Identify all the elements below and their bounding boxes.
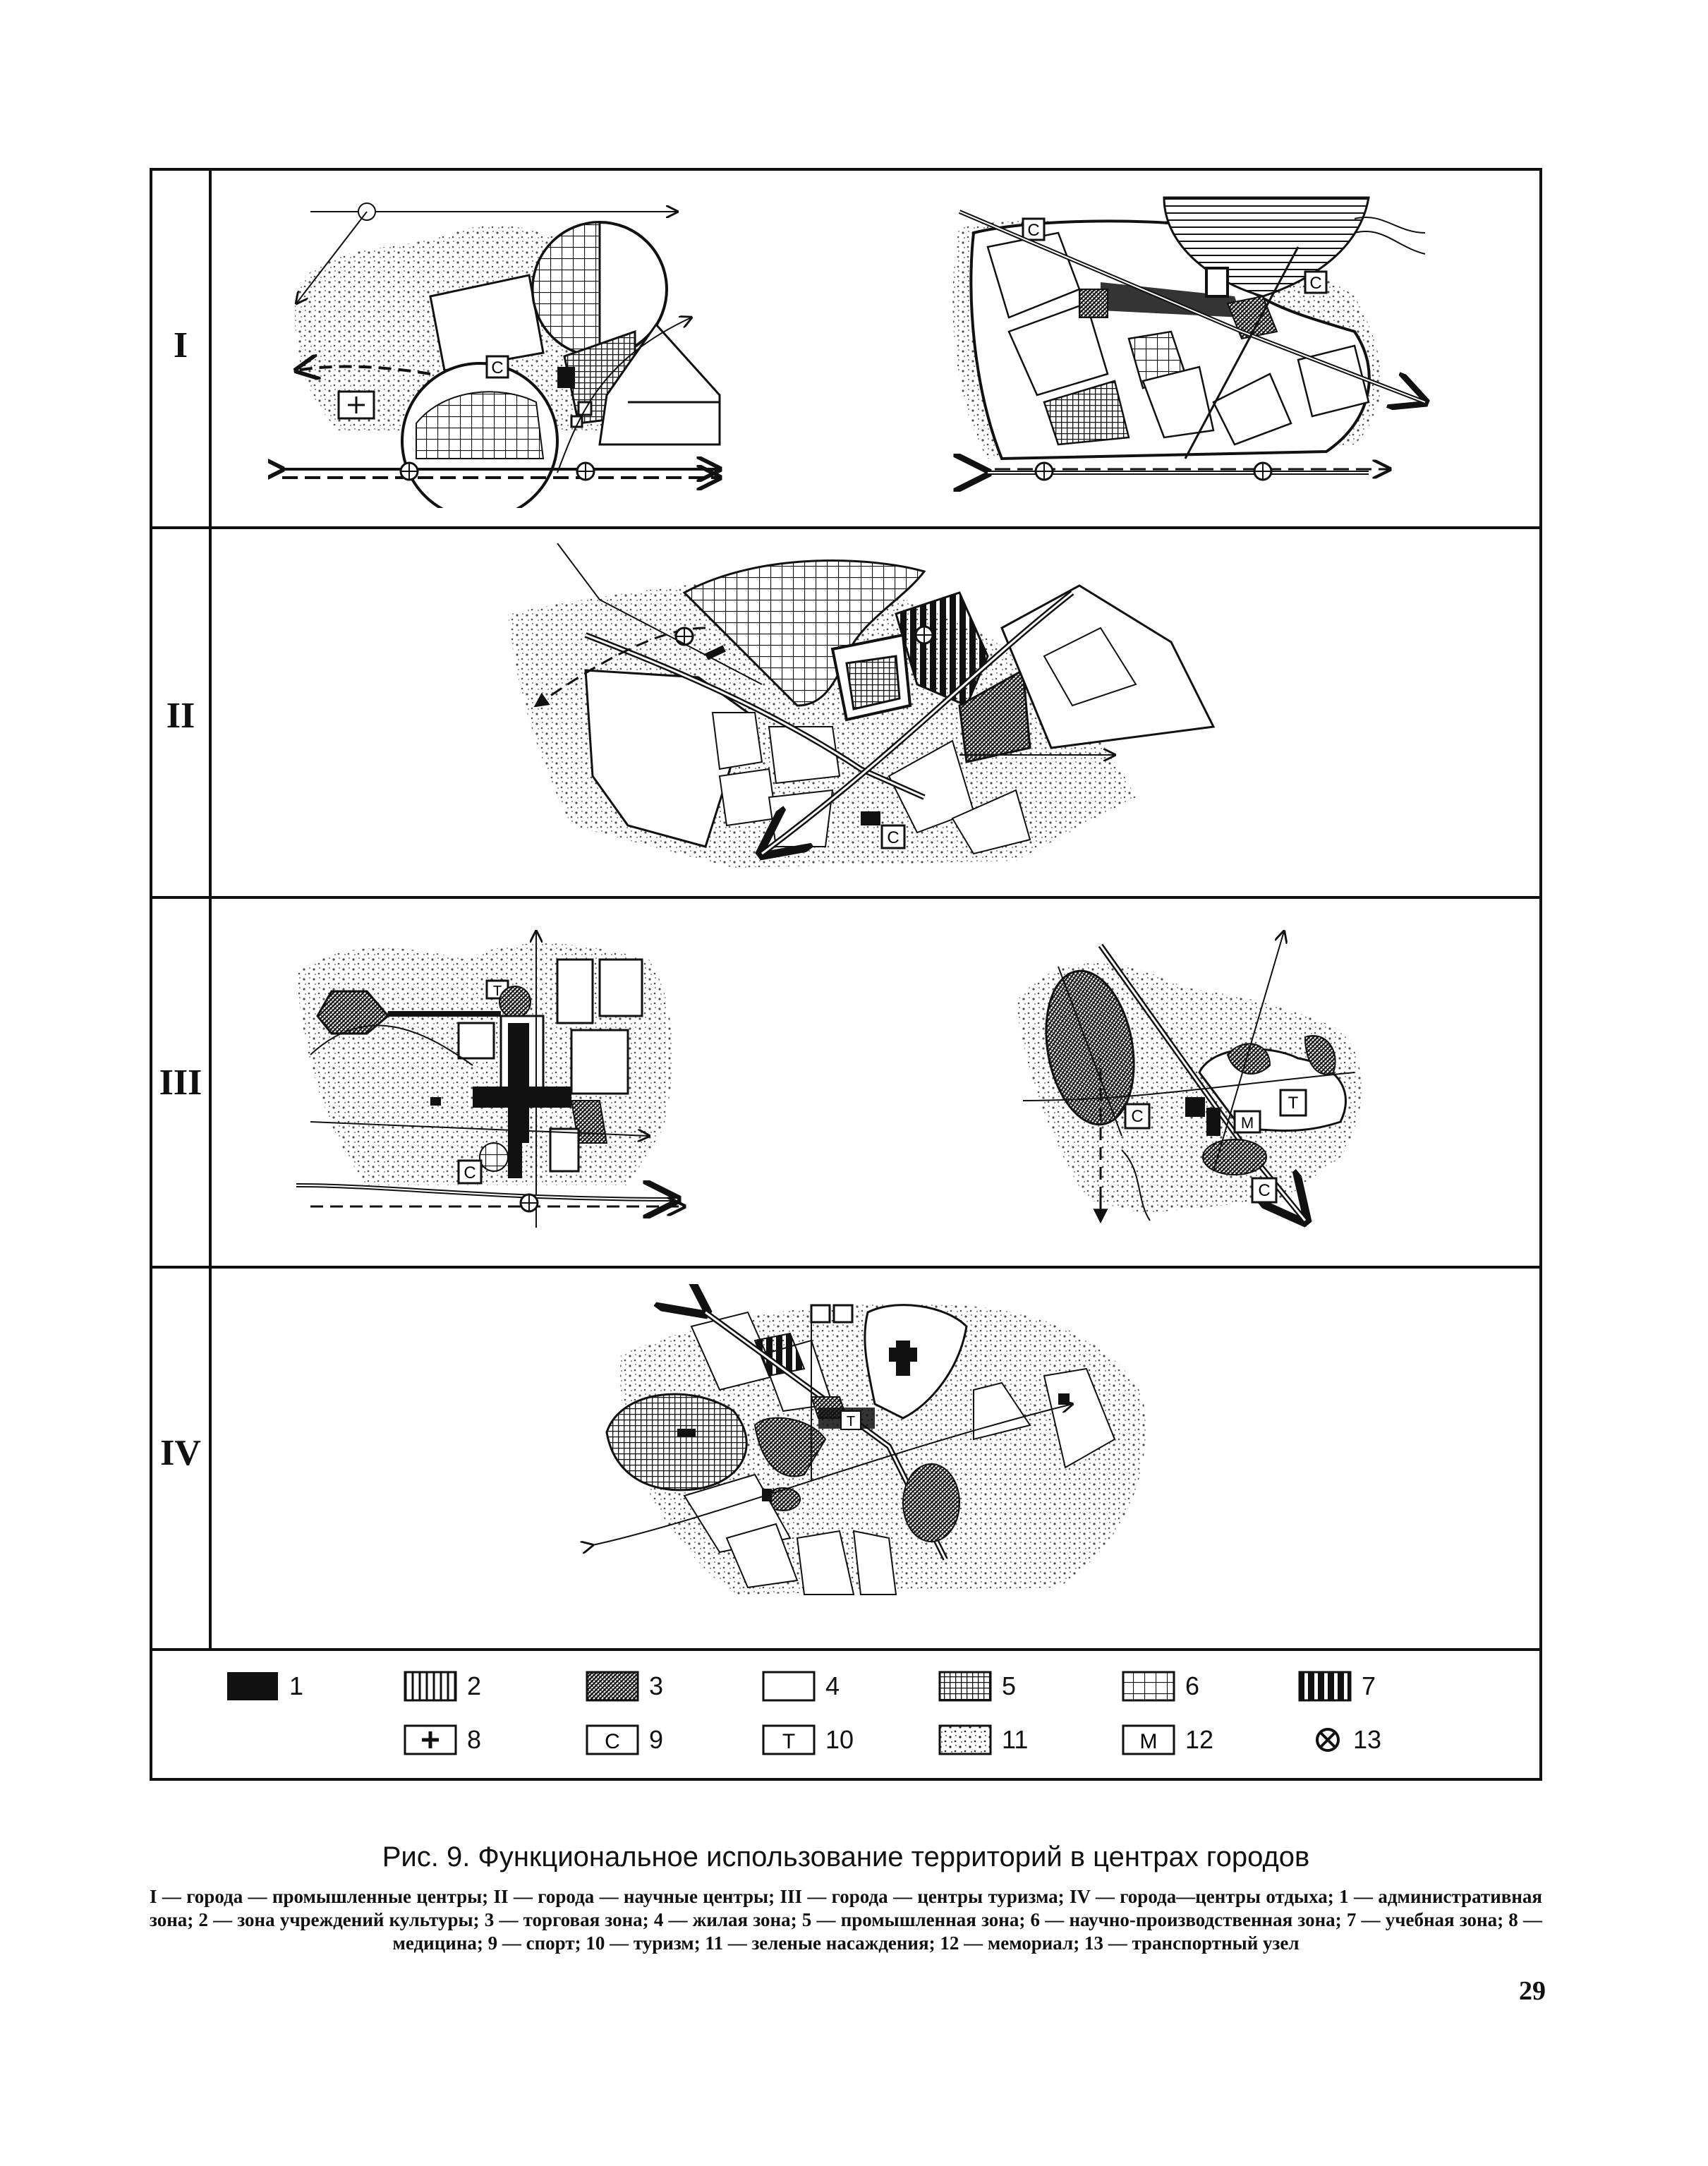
legend-glyph: М: [1139, 1730, 1158, 1753]
legend-number: 11: [1002, 1725, 1029, 1754]
plan-tourism-city-a: [282, 917, 720, 1242]
legend-item-4: [762, 1671, 840, 1702]
legend-item-12: [1122, 1724, 1213, 1755]
row-divider: [150, 1648, 1542, 1651]
legend-item-2: [404, 1671, 481, 1702]
plus-icon: [404, 1724, 457, 1755]
legend-number: 9: [649, 1725, 664, 1754]
tourism-symbol: Т: [492, 984, 502, 999]
legend-number: 7: [1362, 1671, 1376, 1700]
sport-symbol: С: [887, 828, 900, 847]
memorial-symbol: М: [1240, 1114, 1254, 1132]
plan-recreation-city: [579, 1284, 1157, 1637]
transport-node-icon: [1312, 1724, 1343, 1755]
tourism-symbol: Т: [1288, 1094, 1299, 1113]
legend-number: 3: [649, 1671, 664, 1700]
plan-science-city: [466, 543, 1242, 882]
row-label-ii: II: [166, 696, 195, 736]
sport-symbol: С: [1258, 1181, 1271, 1200]
legend-number: 4: [825, 1671, 840, 1700]
legend-item-11: [938, 1724, 1028, 1755]
legend-number: 12: [1185, 1725, 1214, 1754]
legend-number: 8: [467, 1725, 482, 1754]
legend-item-8: [404, 1724, 481, 1755]
tourism-symbol: Т: [846, 1414, 856, 1429]
plan-industrial-city-b: [931, 190, 1439, 508]
legend-item-7: [1298, 1671, 1376, 1702]
figure-caption: I — города — промышленные центры; II — города — научные центры; III — города — центры туризма; IV — города—центры отдыха; 1 — административная зона; 2 — зона учреждений культуры; 3 — торговая зона; 4 — жилая зона; 5 — промышленная зона; 6 — научно-производственная зона; 7 — учебная зона; 8 — медицина; 9 — спорт; 10 — туризм; 11 — зеленые насаждения; 12 — мемориал; 13 — транспортный узел: [150, 1886, 1542, 1954]
plan-industrial-city-a: [268, 190, 762, 508]
legend-item-9: [586, 1724, 663, 1755]
row-label-i: I: [173, 325, 188, 365]
legend-item-6: [1122, 1671, 1199, 1702]
legend-item-13: [1312, 1724, 1381, 1755]
legend-number: 5: [1002, 1671, 1017, 1700]
legend-number: 2: [467, 1671, 482, 1700]
row-divider: [150, 1266, 1542, 1269]
legend-item-5: [938, 1671, 1016, 1702]
sport-symbol: С: [491, 358, 504, 377]
row-divider: [150, 526, 1542, 529]
sport-symbol: С: [1027, 221, 1040, 240]
legend-item-3: [586, 1671, 663, 1702]
sport-symbol: С: [1131, 1107, 1144, 1126]
legend-glyph: С: [605, 1730, 620, 1753]
legend-number: 10: [825, 1725, 854, 1754]
plan-tourism-city-b: [1002, 917, 1439, 1242]
sport-symbol: С: [464, 1163, 476, 1182]
legend-glyph: Т: [782, 1730, 796, 1753]
legend-item-1: [226, 1671, 303, 1702]
page-number: 29: [1519, 1976, 1546, 2006]
legend-number: 6: [1185, 1671, 1200, 1700]
row-label-iv: IV: [160, 1433, 201, 1473]
row-label-iii: III: [159, 1063, 202, 1103]
row-divider: [150, 896, 1542, 899]
legend-number: 1: [289, 1671, 304, 1700]
legend-item-10: [762, 1724, 854, 1755]
row-label-column: [150, 168, 212, 1648]
sport-symbol: С: [1309, 274, 1322, 293]
legend-number: 13: [1353, 1725, 1382, 1754]
figure-title: Рис. 9. Функциональное использование территорий в центрах городов: [382, 1841, 1310, 1872]
